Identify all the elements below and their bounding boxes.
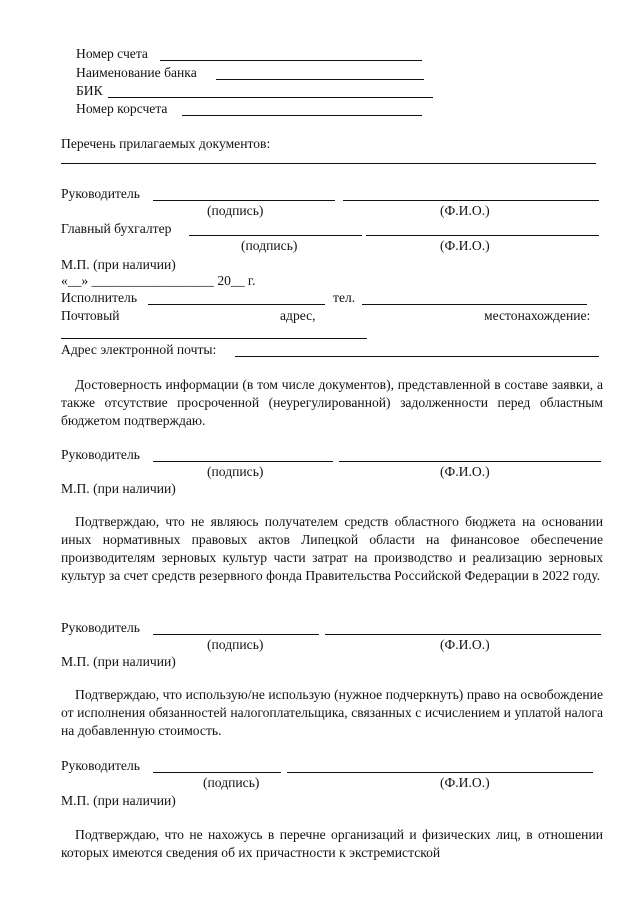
stamp-label: М.П. (при наличии): [61, 654, 176, 669]
head-fio-field[interactable]: [343, 200, 599, 201]
date-line: «__» __________________ 20__ г.: [61, 273, 256, 288]
fio-caption: (Ф.И.О.): [440, 775, 490, 790]
postal-word-1: Почтовый: [61, 308, 120, 323]
paragraph-extremism: Подтверждаю, что не нахожусь в перечне организаций и физических лиц, в отношении которых имеются сведения об их причастности к экстремистской: [61, 827, 603, 860]
head-fio-field[interactable]: [339, 461, 601, 462]
account-number-field[interactable]: [160, 60, 422, 61]
bank-name-field[interactable]: [216, 79, 424, 80]
head-signature-field[interactable]: [153, 461, 333, 462]
signature-caption: (подпись): [203, 775, 260, 790]
stamp-label: М.П. (при наличии): [61, 257, 176, 272]
postal-address-field[interactable]: [61, 338, 367, 339]
head-fio-field[interactable]: [325, 634, 601, 635]
head-label: Руководитель: [61, 186, 140, 201]
email-field[interactable]: [235, 356, 599, 357]
documents-list-field[interactable]: [61, 163, 596, 164]
head-label: Руководитель: [61, 447, 140, 462]
signature-caption: (подпись): [207, 637, 264, 652]
signature-caption: (подпись): [241, 238, 298, 253]
fio-caption: (Ф.И.О.): [440, 238, 490, 253]
postal-word-3: местонахождение:: [484, 308, 591, 323]
executor-label: Исполнитель: [61, 290, 138, 305]
signature-caption: (подпись): [207, 464, 264, 479]
head-signature-field[interactable]: [153, 200, 335, 201]
fio-caption: (Ф.И.О.): [440, 464, 490, 479]
account-number-label: Номер счета: [76, 46, 148, 61]
corr-account-label: Номер корсчета: [76, 101, 168, 116]
email-label: Адрес электронной почты:: [61, 342, 217, 357]
paragraph-vat: Подтверждаю, что использую/не использую (нужное подчеркнуть) право на освобождение от исполнения обязанностей налогоплательщика, связанных с исчислением и уплатой налога на добавленную стоимость.: [61, 687, 603, 738]
paragraph-reliability: Достоверность информации (в том числе документов), представленной в составе заявки, а также отсутствие просроченной (неурегулированной) задолженности перед областным бюджетом подтверждаю.: [61, 377, 603, 428]
bik-label: БИК: [76, 83, 103, 98]
stamp-label: М.П. (при наличии): [61, 793, 176, 808]
accountant-fio-field[interactable]: [366, 235, 599, 236]
phone-label: тел.: [333, 290, 356, 305]
accountant-signature-field[interactable]: [189, 235, 362, 236]
stamp-label: М.П. (при наличии): [61, 481, 176, 496]
bank-name-label: Наименование банка: [76, 65, 197, 80]
signature-caption: (подпись): [207, 203, 264, 218]
head-signature-field[interactable]: [153, 634, 319, 635]
corr-account-field[interactable]: [182, 115, 422, 116]
chief-accountant-label: Главный бухгалтер: [61, 221, 172, 236]
fio-caption: (Ф.И.О.): [440, 203, 490, 218]
phone-field[interactable]: [362, 304, 587, 305]
fio-caption: (Ф.И.О.): [440, 637, 490, 652]
postal-word-2: адрес,: [280, 308, 316, 323]
head-label: Руководитель: [61, 758, 140, 773]
documents-list-label: Перечень прилагаемых документов:: [61, 136, 271, 151]
head-label: Руководитель: [61, 620, 140, 635]
executor-field[interactable]: [148, 304, 325, 305]
head-signature-field[interactable]: [153, 772, 281, 773]
bik-field[interactable]: [108, 97, 433, 98]
paragraph-not-recipient: Подтверждаю, что не являюсь получателем средств областного бюджета на основании иных нормативных правовых актов Липецкой области на финансовое обеспечение производителям зерновых культур части затрат на производство и реализацию зерновых культур за счет средств резервного фонда Правительства Российской Федерации в 2022 году.: [61, 514, 603, 583]
head-fio-field[interactable]: [287, 772, 593, 773]
